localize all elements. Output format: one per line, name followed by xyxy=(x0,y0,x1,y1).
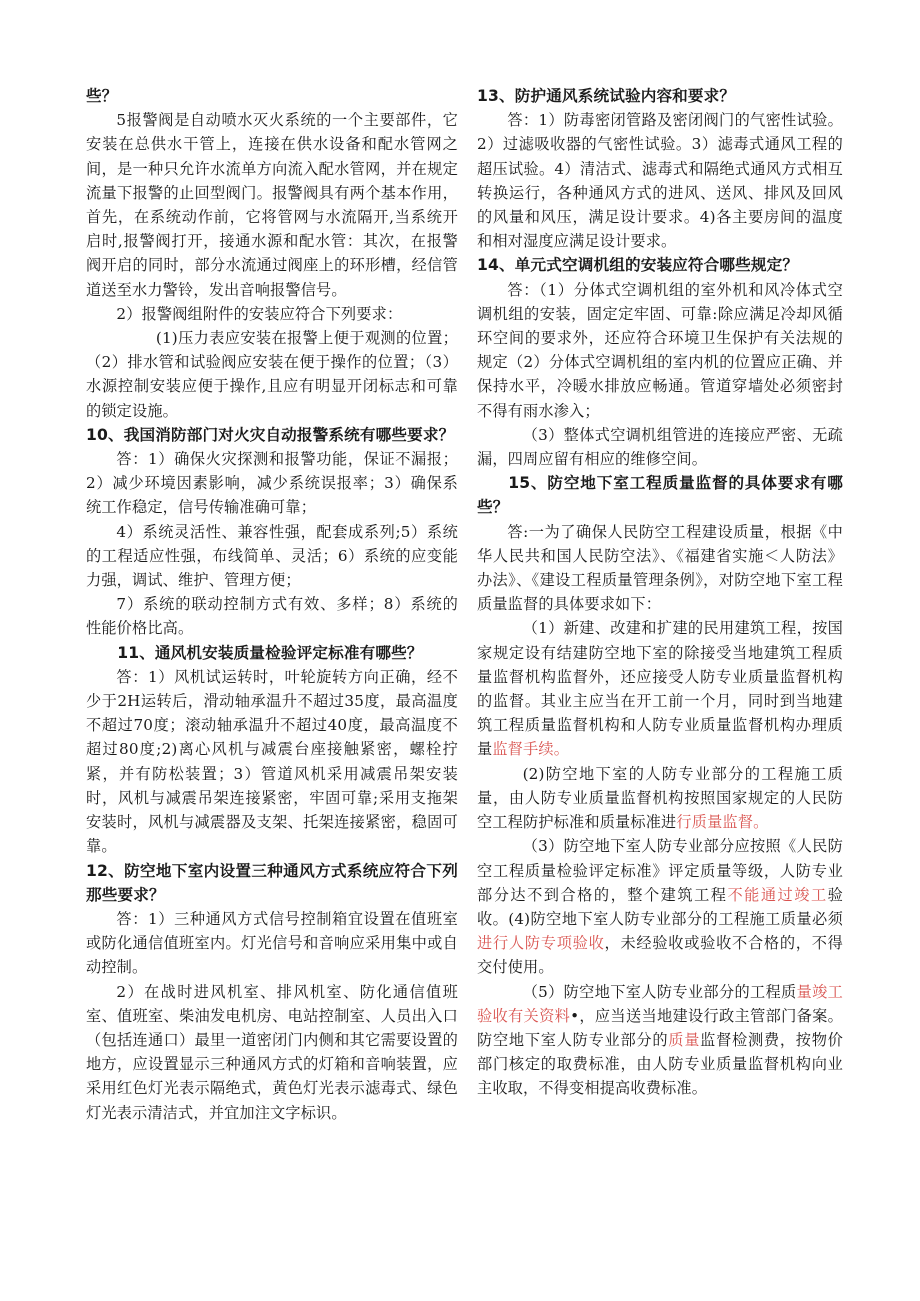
question-15: 15、防空地下室工程质量监督的具体要求有哪些？ xyxy=(477,474,843,517)
answer-12-part-1: 答：1）三种通风方式信号控制箱宜设置在值班室或防化通信值班室内。灯光信号和音响应采用集中或自动控制。 xyxy=(86,909,458,977)
answer-14-part-1: 答：（1）分体式空调机组的室外机和风冷体式空调机组的安装，固定定牢固、可靠:除应满足冷却风循环空间的要求外，还应符合环境卫生保护有关法规的规定（2）分体式空调机组的室内机的位置应正确、并保持水平，冷暖水排放应畅通。管道穿墙处必须密封不得有雨水渗入； xyxy=(477,280,843,420)
answer-13: 答：1）防毒密闭管路及密闭阀门的气密性试验。2）过滤吸收器的气密性试验。3）滤毒式通风工程的超压试验。4）清洁式、滤毒式和隔绝式通风方式相互转换运行，各种通风方式的进风、送风、排风及回风的风量和风压，满足设计要求。4)各主要房间的温度和相对湿度应满足设计要求。 xyxy=(477,111,843,251)
answer-11: 答：1）风机试运转时，叶轮旋转方向正确，经不少于2H运转后，滑动轴承温升不超过35度，最高温度不超过70度；滚动轴承温升不超过40度，最高温度不超过80度;2)离心风机与减震台座接触紧密，螺栓拧紧，并有防松装置；3）管道风机采用减震吊架安装时，风机与减震吊架连接紧密，牢固可靠;采用支拖架安装时，风机与减震器及支架、托架连接紧密，稳固可靠。 xyxy=(86,667,458,856)
alarm-valve-requirements: (1)压力表应安装在报警上便于观测的位置；（2）排水管和试验阀应安装在便于操作的位置；（3）水源控制安装应便于操作,且应有明显开闭标志和可靠的锁定设施。 xyxy=(86,329,458,420)
highlight-text: 不能通过竣工 xyxy=(727,885,828,904)
question-12: 12、防空地下室内设置三种通风方式系统应符合下列那些要求？ xyxy=(86,861,458,904)
highlight-text: 量竣工验收有关资料 xyxy=(477,982,843,1025)
answer-14-part-2: （3）整体式空调机组管进的连接应严密、无疏漏，四周应留有相应的维修空间。 xyxy=(477,425,843,469)
answer-10-part-3: 7）系统的联动控制方式有效、多样；8）系统的性能价格比高。 xyxy=(86,595,458,638)
question-10: 10、我国消防部门对火灾自动报警系统有哪些要求？ xyxy=(86,425,455,444)
question-9-tail: 些？ xyxy=(86,87,118,105)
answer-10-part-2: 4）系统灵活性、兼容性强，配套成系列;5）系统的工程适应性强，布线简单、灵活；6）系统的应变能力强，调试、维护、管理方便； xyxy=(86,522,458,590)
answer-15-intro: 答:一为了确保人民防空工程建设质量，根据《中华人民共和国人民防空法》、《福建省实施＜人防法》办法》、《建设工程质量管理条例》，对防空地下室工程质量监督的具体要求如下： xyxy=(477,522,843,614)
highlight-text: 进行人防专项验收 xyxy=(477,934,605,953)
question-13: 13、防护通风系统试验内容和要求？ xyxy=(477,87,736,105)
answer-10-part-1: 答：1）确保火灾探测和报警功能，保证不漏报；2）减少环境因素影响，减少系统误报率；3）确保系统工作稳定，信号传输准确可靠； xyxy=(86,450,458,517)
answer-15-item-2: (2)防空地下室的人防专业部分的工程施工质量，由人防专业质量监督机构按照国家规定的人民防空工程防护标准和质量标准进行质量监督。 xyxy=(477,764,843,832)
question-14: 14、单元式空调机组的安装应符合哪些规定？ xyxy=(477,256,799,275)
answer-15-item-3-4: （3）防空地下室人防专业部分应按照《人民防空工程质量检验评定标准》评定质量等级，人防专业部分达不到合格的，整个建筑工程不能通过竣工验收。(4)防空地下室人防专业部分的工程施工质量必须进行人防专项验收，未经验收或验收不合格的，不得交付使用。 xyxy=(477,837,843,977)
highlight-text: 行质量监督。 xyxy=(676,813,769,832)
alarm-valve-paragraph: 5报警阀是自动喷水灭火系统的一个主要部件，它安装在总供水干管上，连接在供水设备和配水管网之间，是一种只允许水流单方向流入配水管网，并在规定流量下报警的止回型阀门。报警阀具有两个基本作用，首先，在系统动作前，它将管网与水流隔开,当系统开启时,报警阀打开，接通水源和配水管：其次，在报警阀开启的同时，部分水流通过阀座上的环形槽，经信管道送至水力警铃，发出音响报警信号。 xyxy=(86,111,458,299)
highlight-text: 质量 xyxy=(668,1030,701,1049)
alarm-valve-requirements-intro: 2）报警阀组附件的安装应符合下列要求： xyxy=(116,304,403,323)
question-11: 11、通风机安装质量检验评定标准有哪些？ xyxy=(117,643,423,662)
left-column xyxy=(86,84,458,1125)
right-column xyxy=(477,84,843,1101)
answer-12-part-2: 2）在战时进风机室、排风机室、防化通信值班室、值班室、柴油发电机房、电站控制室、人员出入口（包括连通口）最里一道密闭门内侧和其它需要设置的地方，应设置显示三种通风方式的灯箱和音响装置，应采用红色灯光表示隔绝式，黄色灯光表示滤毒式、绿色灯光表示清洁式，并宜加注文字标识。 xyxy=(86,982,458,1122)
highlight-text: 监督手续。 xyxy=(492,740,570,759)
answer-15-item-1: （1）新建、改建和扩建的民用建筑工程，按国家规定设有结建防空地下室的除接受当地建筑工程质量监督机构监督外，还应接受人防专业质量监督机构的监督。其业主应当在开工前一个月，同时到当地建筑工程质量监督机构和人防专业质量监督机构办理质量监督手续。 xyxy=(477,619,843,759)
answer-15-item-5: （5）防空地下室人防专业部分的工程质量竣工验收有关资料•，应当送当地建设行政主管部门备案。防空地下室人防专业部分的质量监督检测费，按物价部门核定的取费标准，由人防专业质量监督机构向业主收取，不得变相提高收费标准。 xyxy=(477,982,843,1098)
